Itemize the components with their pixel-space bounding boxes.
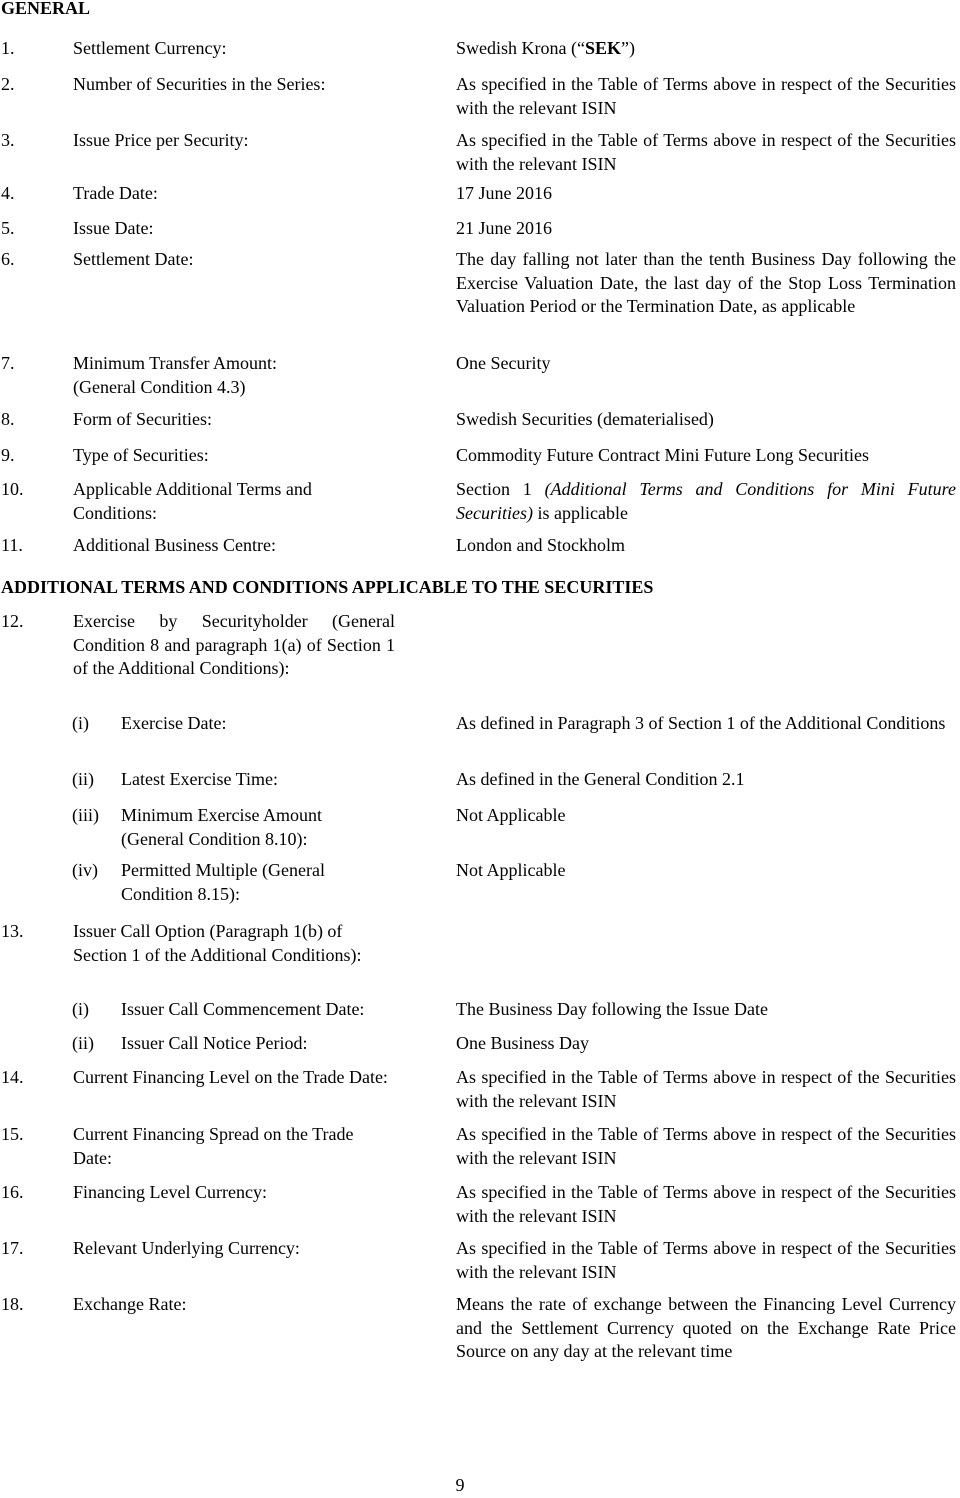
item-value-form-of-securities: Swedish Securities (dematerialised) (456, 409, 714, 429)
value-text: Section 1 (456, 479, 545, 499)
currency-code: SEK (584, 38, 622, 58)
item-label-exercise-by-securityholder: Exercise by Securityholder (General Condition 8 and paragraph 1(a) of Section 1 of the Additional Conditions): (73, 611, 395, 678)
item-value-trade-date: 17 June 2016 (456, 183, 552, 203)
value-italic-reference: (Additional Terms and Conditions for Mini Future Securities) (456, 479, 956, 523)
item-label-minimum-transfer-amount: Minimum Transfer Amount: (General Condition 4.3) (73, 353, 278, 397)
item-label-exchange-rate: Exchange Rate: (73, 1294, 187, 1314)
section-heading-additional-terms: ADDITIONAL TERMS AND CONDITIONS APPLICABLE TO THE SECURITIES (1, 577, 654, 597)
item-label-financing-level-currency: Financing Level Currency: (73, 1182, 267, 1202)
sub-item-value-issuer-call-notice-period: One Business Day (456, 1033, 589, 1053)
item-number: 6. (1, 249, 15, 269)
item-label-trade-date: Trade Date: (73, 183, 158, 203)
item-label-current-financing-level: Current Financing Level on the Trade Date: (73, 1067, 388, 1087)
item-label-number-of-securities: Number of Securities in the Series: (73, 74, 326, 94)
sub-item-label-issuer-call-commencement-date: Issuer Call Commencement Date: (121, 999, 365, 1019)
sub-item-value-issuer-call-commencement-date: The Business Day following the Issue Date (456, 999, 768, 1019)
section-heading-general: GENERAL (1, 0, 91, 18)
item-value-minimum-transfer-amount: One Security (456, 353, 551, 373)
item-number: 9. (1, 445, 15, 465)
item-label-additional-terms: Applicable Additional Terms and Conditions: (73, 479, 312, 523)
item-number: 10. (1, 479, 24, 499)
item-value-settlement-date: The day falling not later than the tenth Business Day following the Exercise Valuation Date, the last day of the Stop Loss Termination Valuation Period or the Termination Date, as applicable (456, 249, 956, 316)
item-label-issuer-call-option: Issuer Call Option (Paragraph 1(b) of Section 1 of the Additional Conditions): (73, 921, 362, 965)
value-text: is applicable (532, 502, 628, 523)
item-number: 4. (1, 183, 15, 203)
item-value-financing-level-currency: As specified in the Table of Terms above in respect of the Securities with the relevant ISIN (456, 1182, 956, 1226)
item-value-exchange-rate: Means the rate of exchange between the Financing Level Currency and the Settlement Currency quoted on the Exchange Rate Price Source on any day at the relevant time (456, 1294, 956, 1361)
sub-item-label-minimum-exercise-amount: Minimum Exercise Amount (General Condition 8.10): (121, 805, 322, 849)
item-value-number-of-securities: As specified in the Table of Terms above in respect of the Securities with the relevant ISIN (456, 74, 956, 118)
item-value-relevant-underlying-currency: As specified in the Table of Terms above in respect of the Securities with the relevant ISIN (456, 1238, 956, 1282)
item-number: 5. (1, 218, 15, 238)
item-number: 18. (1, 1294, 24, 1314)
item-number: 16. (1, 1182, 24, 1202)
sub-item-label-exercise-date: Exercise Date: (121, 713, 227, 733)
item-label-issue-price: Issue Price per Security: (73, 130, 249, 150)
item-value-issue-date: 21 June 2016 (456, 218, 552, 238)
sub-item-label-issuer-call-notice-period: Issuer Call Notice Period: (121, 1033, 308, 1053)
item-number: 15. (1, 1124, 24, 1144)
sub-item-number: (iii) (72, 805, 99, 825)
item-number: 2. (1, 74, 15, 94)
item-label-type-of-securities: Type of Securities: (73, 445, 209, 465)
item-number: 11. (1, 535, 23, 555)
item-label-relevant-underlying-currency: Relevant Underlying Currency: (73, 1238, 300, 1258)
item-value-additional-terms (456, 478, 956, 525)
item-label-settlement-date: Settlement Date: (73, 249, 194, 269)
item-label-form-of-securities: Form of Securities: (73, 409, 212, 429)
item-label-issue-date: Issue Date: (73, 218, 154, 238)
sub-item-number: (ii) (72, 769, 94, 789)
item-value-current-financing-spread: As specified in the Table of Terms above in respect of the Securities with the relevant ISIN (456, 1124, 956, 1168)
item-label-additional-business-centre: Additional Business Centre: (73, 535, 276, 555)
sub-item-number: (i) (72, 713, 89, 733)
sub-item-value-latest-exercise-time: As defined in the General Condition 2.1 (456, 769, 745, 789)
sub-item-value-permitted-multiple: Not Applicable (456, 860, 566, 880)
sub-item-value-exercise-date: As defined in Paragraph 3 of Section 1 of the Additional Conditions (456, 713, 946, 733)
item-value-additional-business-centre: London and Stockholm (456, 535, 625, 555)
item-label-settlement-currency: Settlement Currency: (73, 38, 227, 58)
sub-item-label-latest-exercise-time: Latest Exercise Time: (121, 769, 278, 789)
item-number: 1. (1, 38, 15, 58)
item-value-issue-price: As specified in the Table of Terms above in respect of the Securities with the relevant ISIN (456, 130, 956, 174)
sub-item-number: (iv) (72, 860, 98, 880)
value-text: Swedish Krona (“ (456, 38, 585, 58)
item-value-current-financing-level: As specified in the Table of Terms above in respect of the Securities with the relevant ISIN (456, 1067, 956, 1111)
item-label-current-financing-spread: Current Financing Spread on the Trade Date: (73, 1124, 354, 1168)
sub-item-number: (ii) (72, 1033, 94, 1053)
sub-item-value-minimum-exercise-amount: Not Applicable (456, 805, 566, 825)
item-number: 3. (1, 130, 15, 150)
item-number: 17. (1, 1238, 24, 1258)
value-text: ”) (621, 38, 635, 58)
item-number: 8. (1, 409, 15, 429)
item-value-settlement-currency (456, 37, 956, 61)
item-value-type-of-securities: Commodity Future Contract Mini Future Long Securities (456, 445, 869, 465)
page-number: 9 (455, 1475, 465, 1495)
sub-item-number: (i) (72, 999, 89, 1019)
item-number: 13. (1, 921, 24, 941)
item-number: 12. (1, 611, 24, 631)
item-number: 14. (1, 1067, 24, 1087)
item-number: 7. (1, 353, 15, 373)
sub-item-label-permitted-multiple: Permitted Multiple (General Condition 8.15): (121, 860, 325, 904)
